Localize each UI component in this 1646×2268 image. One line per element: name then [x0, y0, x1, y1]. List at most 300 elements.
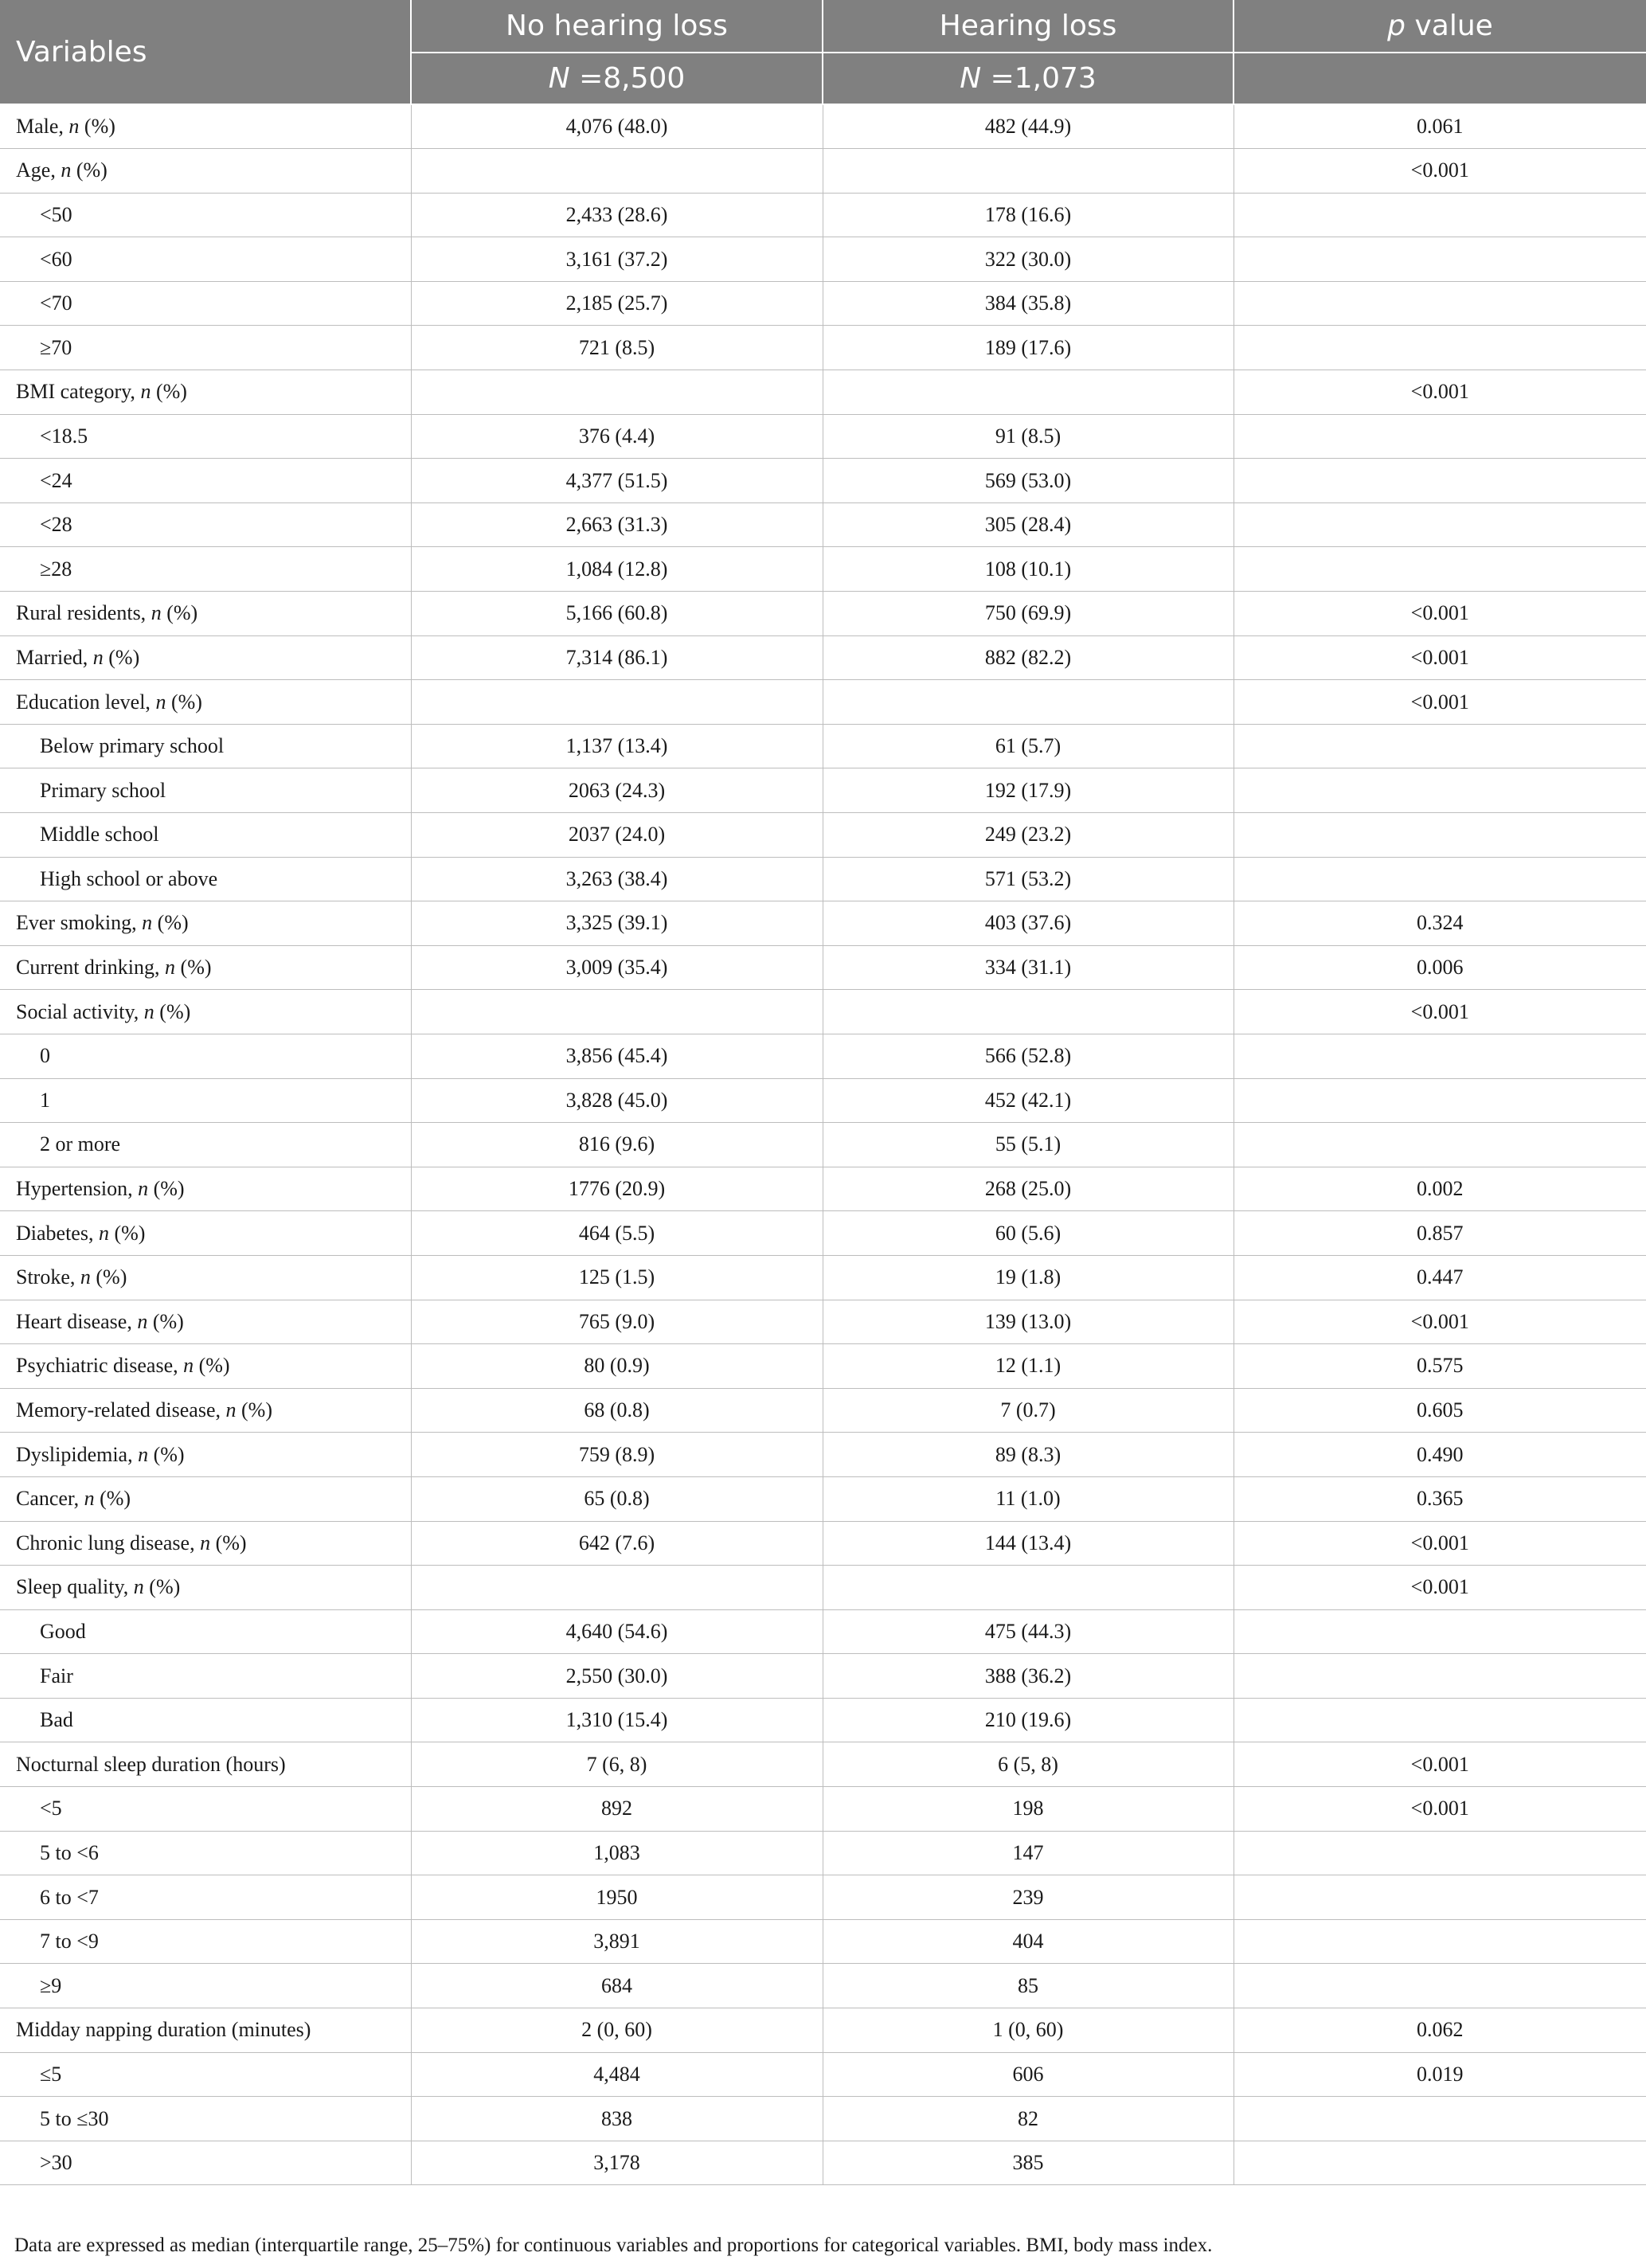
row-label-italic: n [183, 1354, 194, 1378]
cell-no-hearing-loss: 464 (5.5) [411, 1211, 823, 1256]
row-label [0, 1654, 411, 1699]
row-label-suffix: (%) [161, 601, 198, 625]
cell-p-value [1234, 1919, 1646, 1964]
cell-p-value [1234, 1034, 1646, 1078]
row-label-text: <70 [40, 291, 72, 315]
table-row [0, 2141, 1646, 2185]
cell-hearing-loss: 322 (30.0) [823, 237, 1234, 282]
cell-hearing-loss: 60 (5.6) [823, 1211, 1234, 1256]
row-label-text: High school or above [40, 866, 218, 890]
cell-hearing-loss: 569 (53.0) [823, 459, 1234, 503]
row-label [0, 1167, 411, 1211]
cell-p-value [1234, 326, 1646, 370]
table-row [0, 1388, 1646, 1433]
row-label [0, 1078, 411, 1123]
cell-no-hearing-loss: 1,084 (12.8) [411, 547, 823, 592]
cell-no-hearing-loss: 816 (9.6) [411, 1123, 823, 1167]
row-label-suffix: (%) [151, 380, 187, 404]
header-empty-cell [1234, 53, 1646, 104]
cell-p-value [1234, 1654, 1646, 1699]
cell-p-value: <0.001 [1234, 592, 1646, 636]
cell-hearing-loss: 750 (69.9) [823, 592, 1234, 636]
row-label-text: BMI category, [16, 380, 141, 404]
cell-hearing-loss: 452 (42.1) [823, 1078, 1234, 1123]
cell-no-hearing-loss: 684 [411, 1964, 823, 2008]
row-label-text: Married, [16, 645, 93, 669]
cell-p-value [1234, 724, 1646, 768]
cell-p-value [1234, 1831, 1646, 1875]
table-row [0, 414, 1646, 459]
table-row [0, 857, 1646, 901]
row-label-suffix: (%) [154, 999, 191, 1023]
cell-no-hearing-loss: 3,009 (35.4) [411, 945, 823, 990]
row-label [0, 1831, 411, 1875]
row-label-text: Psychiatric disease, [16, 1354, 184, 1378]
row-label [0, 1388, 411, 1433]
table-row [0, 945, 1646, 990]
row-label-italic: n [80, 1265, 91, 1289]
header-n-value: =1,073 [981, 62, 1097, 95]
cell-hearing-loss: 239 [823, 1875, 1234, 1920]
cell-hearing-loss: 85 [823, 1964, 1234, 2008]
cell-no-hearing-loss: 2037 (24.0) [411, 813, 823, 858]
row-label-text: 5 to <6 [40, 1840, 99, 1864]
cell-no-hearing-loss [411, 149, 823, 194]
cell-hearing-loss: 144 (13.4) [823, 1521, 1234, 1566]
row-label-suffix: (%) [210, 1531, 247, 1554]
cell-p-value: 0.575 [1234, 1344, 1646, 1389]
cell-p-value [1234, 1698, 1646, 1742]
cell-p-value: <0.001 [1234, 1521, 1646, 1566]
cell-no-hearing-loss: 4,640 (54.6) [411, 1609, 823, 1654]
table-row [0, 1167, 1646, 1211]
cell-hearing-loss: 61 (5.7) [823, 724, 1234, 768]
row-label [0, 1964, 411, 2008]
header-n-hearing-loss [823, 53, 1234, 104]
row-label-suffix: (%) [103, 645, 140, 669]
cell-hearing-loss: 388 (36.2) [823, 1654, 1234, 1699]
cell-p-value [1234, 459, 1646, 503]
row-label [0, 635, 411, 680]
table-row [0, 635, 1646, 680]
cell-no-hearing-loss [411, 990, 823, 1034]
table-row [0, 1521, 1646, 1566]
row-label [0, 547, 411, 592]
row-label [0, 1609, 411, 1654]
table-row [0, 104, 1646, 149]
row-label [0, 1742, 411, 1787]
cell-p-value: <0.001 [1234, 1300, 1646, 1344]
row-label-text: Current drinking, [16, 956, 166, 980]
cell-no-hearing-loss: 642 (7.6) [411, 1521, 823, 1566]
row-label-text: Diabetes, [16, 1221, 99, 1245]
row-label [0, 1034, 411, 1078]
cell-p-value: 0.019 [1234, 2052, 1646, 2097]
table-row [0, 281, 1646, 326]
row-label [0, 459, 411, 503]
cell-hearing-loss: 12 (1.1) [823, 1344, 1234, 1389]
row-label-suffix: (%) [194, 1354, 230, 1378]
cell-hearing-loss: 198 [823, 1787, 1234, 1832]
row-label [0, 813, 411, 858]
row-label-text: 2 or more [40, 1132, 121, 1156]
table-row [0, 193, 1646, 237]
row-label [0, 901, 411, 946]
row-label-text: 0 [40, 1044, 50, 1068]
cell-p-value: <0.001 [1234, 370, 1646, 415]
row-label-text: 5 to ≤30 [40, 2106, 109, 2130]
row-label [0, 193, 411, 237]
table-row [0, 1698, 1646, 1742]
table-row [0, 990, 1646, 1034]
cell-p-value: 0.002 [1234, 1167, 1646, 1211]
row-label-italic: n [133, 1575, 144, 1599]
row-label-italic: n [155, 690, 166, 714]
cell-hearing-loss: 249 (23.2) [823, 813, 1234, 858]
table-row [0, 1875, 1646, 1920]
table-row [0, 901, 1646, 946]
cell-no-hearing-loss: 1950 [411, 1875, 823, 1920]
row-label-suffix: (%) [143, 1575, 181, 1599]
cell-hearing-loss: 305 (28.4) [823, 502, 1234, 547]
row-label-text: Cancer, [16, 1487, 84, 1511]
row-label-text: 6 to <7 [40, 1885, 99, 1909]
cell-no-hearing-loss: 2,433 (28.6) [411, 193, 823, 237]
row-label-text: Education level, [16, 690, 156, 714]
cell-no-hearing-loss: 1,310 (15.4) [411, 1698, 823, 1742]
cell-p-value [1234, 857, 1646, 901]
cell-no-hearing-loss: 765 (9.0) [411, 1300, 823, 1344]
table-row [0, 1034, 1646, 1078]
cell-hearing-loss: 147 [823, 1831, 1234, 1875]
row-label-suffix: (%) [175, 956, 212, 980]
cell-hearing-loss: 82 [823, 2097, 1234, 2141]
row-label-text: Fair [40, 1664, 73, 1687]
cell-hearing-loss: 91 (8.5) [823, 414, 1234, 459]
cell-no-hearing-loss: 2,185 (25.7) [411, 281, 823, 326]
cell-no-hearing-loss: 65 (0.8) [411, 1476, 823, 1521]
cell-hearing-loss: 108 (10.1) [823, 547, 1234, 592]
row-label-suffix: (%) [108, 1221, 146, 1245]
row-label-italic: n [138, 1177, 149, 1201]
cell-p-value: 0.490 [1234, 1433, 1646, 1477]
row-label-text: Ever smoking, [16, 911, 143, 935]
row-label-text: <50 [40, 202, 72, 226]
table-row [0, 459, 1646, 503]
table-row [0, 547, 1646, 592]
row-label-italic: n [143, 999, 154, 1023]
cell-no-hearing-loss: 1,137 (13.4) [411, 724, 823, 768]
row-label [0, 104, 411, 149]
cell-p-value: 0.061 [1234, 104, 1646, 149]
row-label-italic: n [61, 158, 72, 182]
table-row [0, 1566, 1646, 1610]
row-label-text: Social activity, [16, 999, 144, 1023]
cell-no-hearing-loss: 3,828 (45.0) [411, 1078, 823, 1123]
cell-hearing-loss: 55 (5.1) [823, 1123, 1234, 1167]
row-label-text: Good [40, 1619, 86, 1643]
row-label-text: Age, [16, 158, 61, 182]
row-label [0, 1211, 411, 1256]
table-row [0, 592, 1646, 636]
cell-p-value [1234, 414, 1646, 459]
cell-p-value: 0.857 [1234, 1211, 1646, 1256]
table-row [0, 813, 1646, 858]
cell-no-hearing-loss: 4,076 (48.0) [411, 104, 823, 149]
cell-no-hearing-loss: 838 [411, 2097, 823, 2141]
cell-hearing-loss [823, 680, 1234, 725]
table-row [0, 724, 1646, 768]
row-label-text: Primary school [40, 778, 166, 802]
table-header [0, 0, 1646, 104]
row-label [0, 945, 411, 990]
row-label [0, 326, 411, 370]
table-footnote: Data are expressed as median (interquartile range, 25–75%) for continuous variables and proportions for categorical variables. BMI, body mass index. [14, 2235, 1213, 2256]
table-row [0, 1300, 1646, 1344]
cell-p-value [1234, 1609, 1646, 1654]
row-label-italic: n [142, 911, 153, 935]
cell-hearing-loss [823, 1566, 1234, 1610]
cell-no-hearing-loss: 80 (0.9) [411, 1344, 823, 1389]
table-row [0, 1831, 1646, 1875]
cell-no-hearing-loss [411, 680, 823, 725]
row-label [0, 768, 411, 813]
row-label-suffix: (%) [148, 1442, 185, 1466]
cell-hearing-loss: 334 (31.1) [823, 945, 1234, 990]
table-row [0, 1344, 1646, 1389]
table-row [0, 1609, 1646, 1654]
row-label-italic: n [140, 380, 151, 404]
cell-no-hearing-loss: 2,550 (30.0) [411, 1654, 823, 1699]
cell-p-value [1234, 502, 1646, 547]
table-row [0, 502, 1646, 547]
cell-no-hearing-loss: 3,161 (37.2) [411, 237, 823, 282]
table-row [0, 1078, 1646, 1123]
cell-p-value: 0.324 [1234, 901, 1646, 946]
cell-hearing-loss: 178 (16.6) [823, 193, 1234, 237]
table-row [0, 1433, 1646, 1477]
row-label [0, 414, 411, 459]
cell-p-value: 0.006 [1234, 945, 1646, 990]
header-no-hearing-loss: No hearing loss [411, 0, 823, 53]
cell-p-value [1234, 547, 1646, 592]
cell-hearing-loss: 19 (1.8) [823, 1255, 1234, 1300]
row-label [0, 592, 411, 636]
row-label [0, 1433, 411, 1477]
table-row [0, 1123, 1646, 1167]
row-label [0, 1875, 411, 1920]
row-label [0, 1123, 411, 1167]
row-label-italic: n [225, 1398, 237, 1422]
cell-p-value [1234, 281, 1646, 326]
row-label-italic: n [138, 1442, 149, 1466]
table-row [0, 680, 1646, 725]
table-row [0, 2052, 1646, 2097]
row-label-text: ≥28 [40, 557, 72, 581]
row-label-suffix: (%) [152, 911, 189, 935]
cell-hearing-loss: 566 (52.8) [823, 1034, 1234, 1078]
cell-hearing-loss [823, 149, 1234, 194]
row-label-text: Memory-related disease, [16, 1398, 226, 1422]
table-row [0, 1476, 1646, 1521]
cell-p-value: <0.001 [1234, 1566, 1646, 1610]
row-label [0, 1787, 411, 1832]
row-label-text: 1 [40, 1088, 50, 1112]
row-label [0, 990, 411, 1034]
cell-p-value [1234, 193, 1646, 237]
row-label-suffix: (%) [236, 1398, 272, 1422]
cell-p-value [1234, 1123, 1646, 1167]
row-label [0, 1521, 411, 1566]
row-label-text: Chronic lung disease, [16, 1531, 201, 1554]
cell-hearing-loss: 384 (35.8) [823, 281, 1234, 326]
row-label-text: Heart disease, [16, 1309, 138, 1333]
row-label [0, 1919, 411, 1964]
row-label-italic: n [68, 115, 80, 139]
table-row [0, 1742, 1646, 1787]
header-hearing-loss: Hearing loss [823, 0, 1234, 53]
cell-no-hearing-loss: 125 (1.5) [411, 1255, 823, 1300]
cell-hearing-loss: 268 (25.0) [823, 1167, 1234, 1211]
cell-hearing-loss: 482 (44.9) [823, 104, 1234, 149]
table-row [0, 1919, 1646, 1964]
header-p-value [1234, 0, 1646, 53]
cell-no-hearing-loss: 2,663 (31.3) [411, 502, 823, 547]
cell-hearing-loss: 6 (5, 8) [823, 1742, 1234, 1787]
row-label [0, 857, 411, 901]
row-label-text: <24 [40, 468, 72, 492]
row-label [0, 2141, 411, 2185]
cell-p-value [1234, 813, 1646, 858]
row-label-suffix: (%) [148, 1177, 185, 1201]
cell-p-value: 0.605 [1234, 1388, 1646, 1433]
cell-no-hearing-loss: 7,314 (86.1) [411, 635, 823, 680]
header-n-italic: N [960, 62, 982, 95]
row-label-italic: n [92, 645, 104, 669]
row-label-text: ≥9 [40, 1973, 62, 1997]
row-label-suffix: (%) [71, 158, 108, 182]
row-label-suffix: (%) [147, 1309, 184, 1333]
cell-p-value: <0.001 [1234, 149, 1646, 194]
cell-p-value: <0.001 [1234, 680, 1646, 725]
row-label [0, 149, 411, 194]
row-label-italic: n [84, 1487, 95, 1511]
table-row [0, 149, 1646, 194]
row-label-italic: n [151, 601, 162, 625]
cell-hearing-loss: 139 (13.0) [823, 1300, 1234, 1344]
cell-p-value: <0.001 [1234, 635, 1646, 680]
row-label [0, 1255, 411, 1300]
cell-p-value: 0.365 [1234, 1476, 1646, 1521]
row-label-suffix: (%) [79, 115, 115, 139]
cell-p-value [1234, 1964, 1646, 2008]
row-label-text: ≤5 [40, 2062, 62, 2086]
cell-p-value: <0.001 [1234, 990, 1646, 1034]
cell-no-hearing-loss: 892 [411, 1787, 823, 1832]
cell-hearing-loss: 385 [823, 2141, 1234, 2185]
table-row [0, 1787, 1646, 1832]
cell-hearing-loss: 403 (37.6) [823, 901, 1234, 946]
cell-no-hearing-loss: 1776 (20.9) [411, 1167, 823, 1211]
cell-no-hearing-loss: 3,891 [411, 1919, 823, 1964]
cell-p-value [1234, 1078, 1646, 1123]
row-label [0, 1300, 411, 1344]
cell-p-value [1234, 1875, 1646, 1920]
cell-no-hearing-loss: 5,166 (60.8) [411, 592, 823, 636]
row-label-text: Stroke, [16, 1265, 80, 1289]
row-label-text: Below primary school [40, 734, 225, 758]
row-label-suffix: (%) [90, 1265, 127, 1289]
row-label-text: Nocturnal sleep duration (hours) [16, 1752, 286, 1776]
row-label-italic: n [137, 1309, 148, 1333]
cell-no-hearing-loss: 2063 (24.3) [411, 768, 823, 813]
cell-no-hearing-loss: 7 (6, 8) [411, 1742, 823, 1787]
cell-no-hearing-loss: 4,484 [411, 2052, 823, 2097]
cell-no-hearing-loss: 376 (4.4) [411, 414, 823, 459]
row-label [0, 1476, 411, 1521]
row-label-text: Sleep quality, [16, 1575, 134, 1599]
row-label-suffix: (%) [94, 1487, 131, 1511]
table-row [0, 370, 1646, 415]
header-p-rest: value [1406, 10, 1493, 42]
row-label [0, 724, 411, 768]
row-label-text: <18.5 [40, 424, 88, 448]
cell-no-hearing-loss: 68 (0.8) [411, 1388, 823, 1433]
row-label-text: 7 to <9 [40, 1930, 99, 1953]
cell-p-value [1234, 2097, 1646, 2141]
row-label-italic: n [98, 1221, 109, 1245]
cell-no-hearing-loss: 2 (0, 60) [411, 2008, 823, 2053]
cell-p-value [1234, 768, 1646, 813]
row-label-text: Middle school [40, 823, 159, 847]
row-label-text: <28 [40, 513, 72, 537]
table-row [0, 1964, 1646, 2008]
row-label [0, 2008, 411, 2053]
row-label-text: >30 [40, 2151, 72, 2175]
cell-hearing-loss: 192 (17.9) [823, 768, 1234, 813]
header-n-value: =8,500 [569, 62, 686, 95]
row-label [0, 502, 411, 547]
row-label-text: Hypertension, [16, 1177, 139, 1201]
table-row [0, 1654, 1646, 1699]
row-label [0, 1566, 411, 1610]
row-label [0, 2052, 411, 2097]
row-label-suffix: (%) [166, 690, 202, 714]
table-row [0, 237, 1646, 282]
cell-hearing-loss: 210 (19.6) [823, 1698, 1234, 1742]
cell-p-value: 0.447 [1234, 1255, 1646, 1300]
cell-p-value: <0.001 [1234, 1787, 1646, 1832]
cell-no-hearing-loss: 4,377 (51.5) [411, 459, 823, 503]
header-p-italic: p [1387, 10, 1406, 42]
cell-no-hearing-loss: 3,856 (45.4) [411, 1034, 823, 1078]
row-label-text: Midday napping duration (minutes) [16, 2018, 311, 2042]
header-n-italic: N [548, 62, 570, 95]
row-label-text: Male, [16, 115, 69, 139]
table-row [0, 2097, 1646, 2141]
row-label [0, 680, 411, 725]
table-row [0, 326, 1646, 370]
table-row [0, 1211, 1646, 1256]
row-label-text: Bad [40, 1708, 73, 1732]
cell-p-value [1234, 237, 1646, 282]
cell-no-hearing-loss: 3,178 [411, 2141, 823, 2185]
row-label [0, 237, 411, 282]
cell-hearing-loss: 1 (0, 60) [823, 2008, 1234, 2053]
cell-hearing-loss: 189 (17.6) [823, 326, 1234, 370]
cell-no-hearing-loss [411, 370, 823, 415]
row-label [0, 281, 411, 326]
